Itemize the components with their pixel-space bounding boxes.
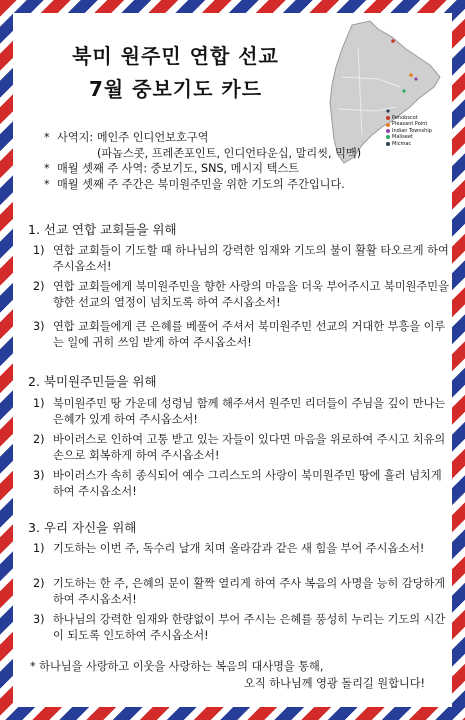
- item-number: 2): [33, 577, 45, 590]
- info-site: [44, 130, 361, 146]
- bullet-star: *: [44, 177, 50, 191]
- legend-dot: [386, 116, 390, 120]
- info-site-detail: [44, 146, 361, 162]
- section-heading-natives: 2. 북미원주민들을 위해: [28, 374, 157, 389]
- item-text: 바이러스가 속히 종식되어 예수 그리스도의 사랑이 북미원주민 땅에 흘러 넘치게 하여 주시옵소서!: [53, 469, 442, 498]
- legend-dot: [386, 129, 390, 133]
- item-number: 3): [33, 320, 45, 333]
- prayer-item: [33, 612, 452, 644]
- info-ministry-text: 매월 셋째 주 사역: 중보기도, SNS, 메시지 텍스트: [57, 162, 300, 175]
- legend-dot: [386, 123, 390, 127]
- item-number: 1): [33, 397, 45, 410]
- item-number: 2): [33, 433, 45, 446]
- item-text: 연합 교회들에게 큰 은혜를 베풀어 주셔서 북미원주민 선교의 거대한 부흥을 이루는 일에 귀히 쓰임 받게 하여 주시옵소서!: [53, 320, 446, 349]
- closing-statement: [30, 658, 425, 692]
- item-number: 1): [33, 244, 45, 257]
- info-block: [44, 130, 361, 192]
- item-number: 1): [33, 542, 45, 555]
- prayer-item: [33, 396, 452, 428]
- item-text: 연합 교회들에게 북미원주민을 향한 사랑의 마음을 더욱 부어주시고 북미원주민을 향한 선교의 열정이 넘치도록 하여 주시옵소서!: [53, 280, 449, 309]
- section-heading-churches: 1. 선교 연합 교회들을 위해: [28, 222, 177, 237]
- item-text: 기도하는 이번 주, 독수리 날개 치며 올라감과 같은 새 힘을 부어 주시옵소서!: [53, 542, 425, 555]
- legend-item: [386, 141, 432, 147]
- card-content: [13, 13, 452, 707]
- prayer-item: [33, 468, 452, 500]
- item-text: 바이러스로 인하여 고통 받고 있는 자들이 있다면 마음을 위로하여 주시고 치유의 손으로 회복하게 하여 주시옵소서!: [53, 433, 446, 462]
- item-number: 3): [33, 613, 45, 626]
- bullet-star: *: [44, 131, 50, 144]
- legend-label: Penobscot: [392, 115, 418, 121]
- legend-label: Micmac: [392, 140, 412, 147]
- bullet-spacer: [44, 146, 57, 162]
- map-legend: [386, 115, 432, 147]
- legend-label: Indian Township: [392, 127, 432, 134]
- legend-label: Pleasant Point: [392, 121, 428, 128]
- item-text: 하나님의 강력한 임재와 한량없이 부어 주시는 은혜를 풍성히 누리는 기도의 시간이 되도록 인도하여 주시옵소서!: [53, 613, 446, 642]
- info-ministry: [44, 161, 361, 177]
- legend-dot: [386, 142, 390, 146]
- prayer-item: [33, 541, 452, 557]
- info-week-text: 매월 셋째 주 주간은 북미원주민을 위한 기도의 주간입니다.: [57, 177, 345, 191]
- prayer-item: [33, 279, 452, 311]
- closing-line2: 오직 하나님께 영광 돌리길 원합니다!: [244, 677, 425, 690]
- item-text: 기도하는 한 주, 은혜의 문이 활짝 열리게 하여 주사 복음의 사명을 능히 감당하게 하여 주시옵소서!: [53, 577, 446, 606]
- card-title-line1: 북미 원주민 연합 선교: [72, 44, 279, 68]
- prayer-item: [33, 243, 452, 275]
- prayer-item: [33, 432, 452, 464]
- legend-label: Maliseet: [392, 134, 413, 141]
- item-text: 연합 교회들이 기도할 때 하나님의 강력한 임재와 기도의 불이 활활 타오르게 하여 주시옵소서!: [53, 244, 449, 273]
- closing-line1: [30, 658, 425, 675]
- prayer-item: [33, 576, 452, 608]
- closing-text: 하나님을 사랑하고 이웃을 사랑하는 복음의 대사명을 통해,: [39, 660, 324, 673]
- info-site-text: 사역지: 메인주 인디언보호구역: [57, 131, 209, 144]
- bullet-star: *: [30, 660, 36, 673]
- item-text: 북미원주민 땅 가운데 성령님 함께 해주셔서 원주민 리더들이 주님을 깊이 만나는 은혜가 있게 하여 주시옵소서!: [53, 397, 446, 426]
- prayer-item: [33, 319, 452, 351]
- info-week: [44, 177, 361, 193]
- card-title-line2: 7월 중보기도 카드: [88, 77, 263, 101]
- section-heading-ourselves: 3. 우리 자신을 위해: [28, 520, 137, 535]
- item-number: 3): [33, 469, 45, 482]
- bullet-star: *: [44, 162, 50, 175]
- legend-dot: [386, 135, 390, 139]
- item-number: 2): [33, 280, 45, 293]
- info-site-tribes: (파놉스콧, 프레존포인트, 인디언타운십, 말리씻, 믹맥): [97, 146, 362, 160]
